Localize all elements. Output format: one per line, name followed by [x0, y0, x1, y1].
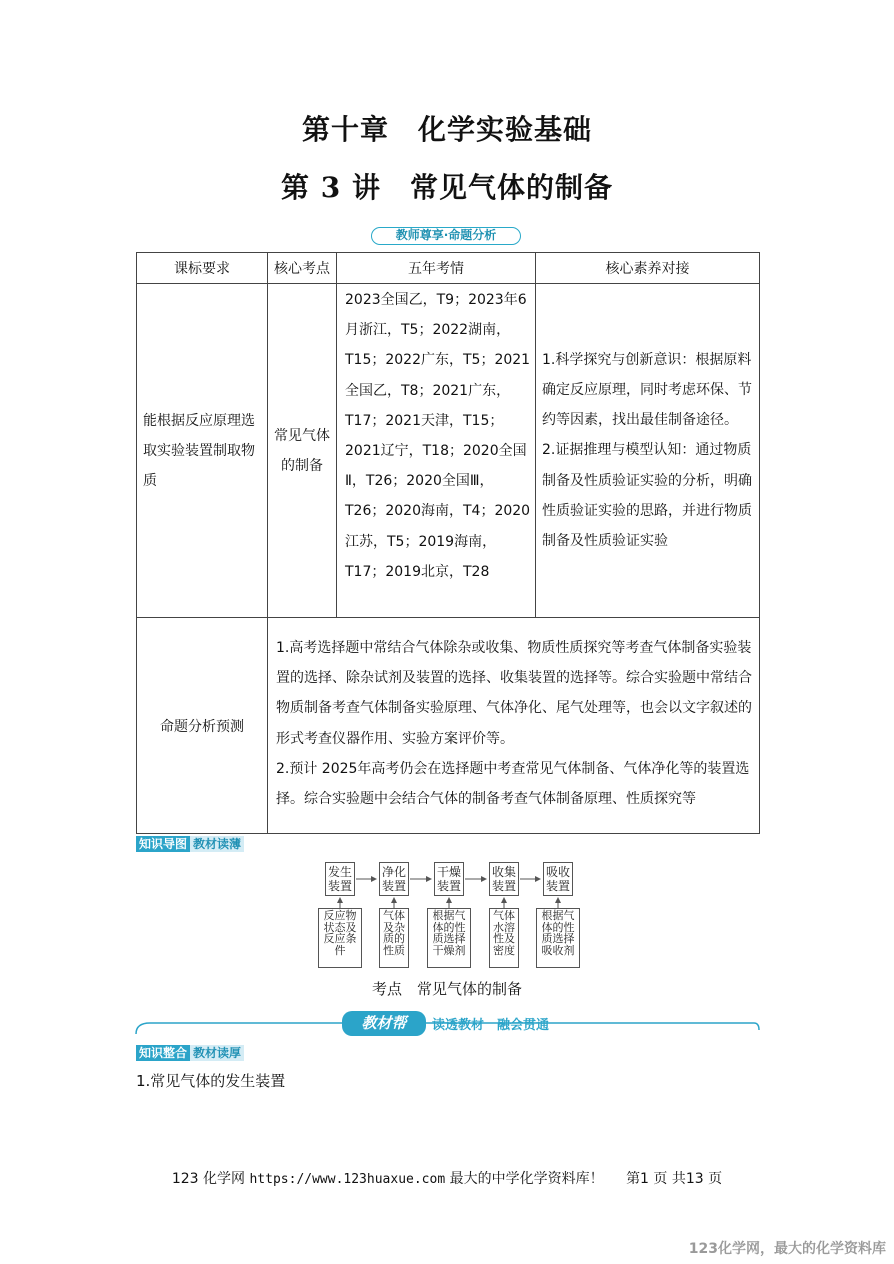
header-literacy: 核心素养对接	[536, 253, 760, 284]
header-requirement: 课标要求	[137, 253, 268, 284]
mindmap-tag-primary: 知识导图	[136, 836, 190, 852]
prediction-cell: 1.高考选择题中常结合气体除杂或收集、物质性质探究等考查气体制备实验装置的选择、除杂试剂及装置的选择、收集装置的选择等。综合实验题中常结合物质制备考查气体制备实验原理、气体净化、尾气处理等，也会以文字叙述的形式考查仪器作用、实验方案评价等。 2.预计 2025年高考仍会在选择题中考查常见气体制备、气体净化等的装置选择。综合实验题中会结合气体的制备考查气体制备原理、性质探究等	[268, 618, 760, 834]
table-row	[137, 618, 760, 834]
flow-step-collector: 收集装置	[489, 862, 519, 896]
section-caption: 考点 常见气体的制备	[371, 980, 522, 998]
flow-basis-dryer: 根据气体的性质选择干燥剂	[427, 908, 471, 968]
integrate-tag-primary: 知识整合	[136, 1045, 190, 1061]
header-core-point: 核心考点	[268, 253, 337, 284]
textbook-banner	[136, 1008, 759, 1038]
flow-step-dryer: 干燥装置	[434, 862, 464, 896]
mindmap-tag	[136, 836, 244, 852]
table-header-row	[137, 253, 760, 284]
page-footer	[0, 1168, 894, 1188]
requirement-cell: 能根据反应原理选取实验装置制取物质	[137, 284, 268, 618]
table-row	[137, 284, 760, 618]
footer-slogan: 最大的中学化学资料库！	[449, 1171, 604, 1187]
prediction-label-cell: 命题分析预测	[137, 618, 268, 834]
header-exam-history: 五年考情	[337, 253, 536, 284]
exam-analysis-table	[136, 252, 760, 834]
section-heading: 1.常见气体的发生装置	[136, 1072, 286, 1090]
core-point-cell: 常见气体的制备	[268, 284, 337, 618]
banner-subtitle: 读透教材 融会贯通	[432, 1018, 550, 1033]
flow-basis-collector: 气体水溶性及密度	[489, 908, 519, 968]
exam-history-cell: 2023全国乙，T9；2023年6月浙江，T5；2022湖南，T15；2022广东，T5；2021全国乙，T8；2021广东，T17；2021天津，T15；2021辽宁，T18；2020全国Ⅱ，T26；2020全国Ⅲ，T26；2020海南，T4；2020江苏，T5；2019海南，T17；2019北京，T28	[337, 284, 536, 618]
footer-page-number: 第1 页 共13 页	[626, 1171, 723, 1187]
flow-basis-absorber: 根据气体的性质选择吸收剂	[536, 908, 580, 968]
flow-step-generator: 发生装置	[325, 862, 355, 896]
footer-url[interactable]: https://www.123huaxue.com	[249, 1172, 446, 1187]
banner-label: 教材帮	[342, 1011, 426, 1036]
chapter-title: 第十章 化学实验基础	[301, 113, 592, 146]
footer-site: 123 化学网	[171, 1171, 246, 1187]
integrate-tag	[136, 1045, 244, 1061]
flow-basis-generator: 反应物状态及反应条件	[318, 908, 362, 968]
mindmap-tag-secondary: 教材读薄	[190, 836, 244, 852]
teacher-analysis-badge: 教师尊享·命题分析	[371, 227, 521, 245]
watermark: 123化学网，最大的化学资料库	[688, 1241, 886, 1257]
integrate-tag-secondary: 教材读厚	[190, 1045, 244, 1061]
literacy-cell: 1.科学探究与创新意识：根据原料确定反应原理，同时考虑环保、节约等因素，找出最佳制备途径。 2.证据推理与模型认知：通过物质制备及性质验证实验的分析，明确性质验证实验的思路，并进行物质制备及性质验证实验	[536, 284, 760, 618]
flow-basis-purifier: 气体及杂质的性质	[379, 908, 409, 968]
flow-step-absorber: 吸收装置	[543, 862, 573, 896]
flow-step-purifier: 净化装置	[379, 862, 409, 896]
lecture-title: 第 3 讲 常见气体的制备	[281, 171, 613, 204]
